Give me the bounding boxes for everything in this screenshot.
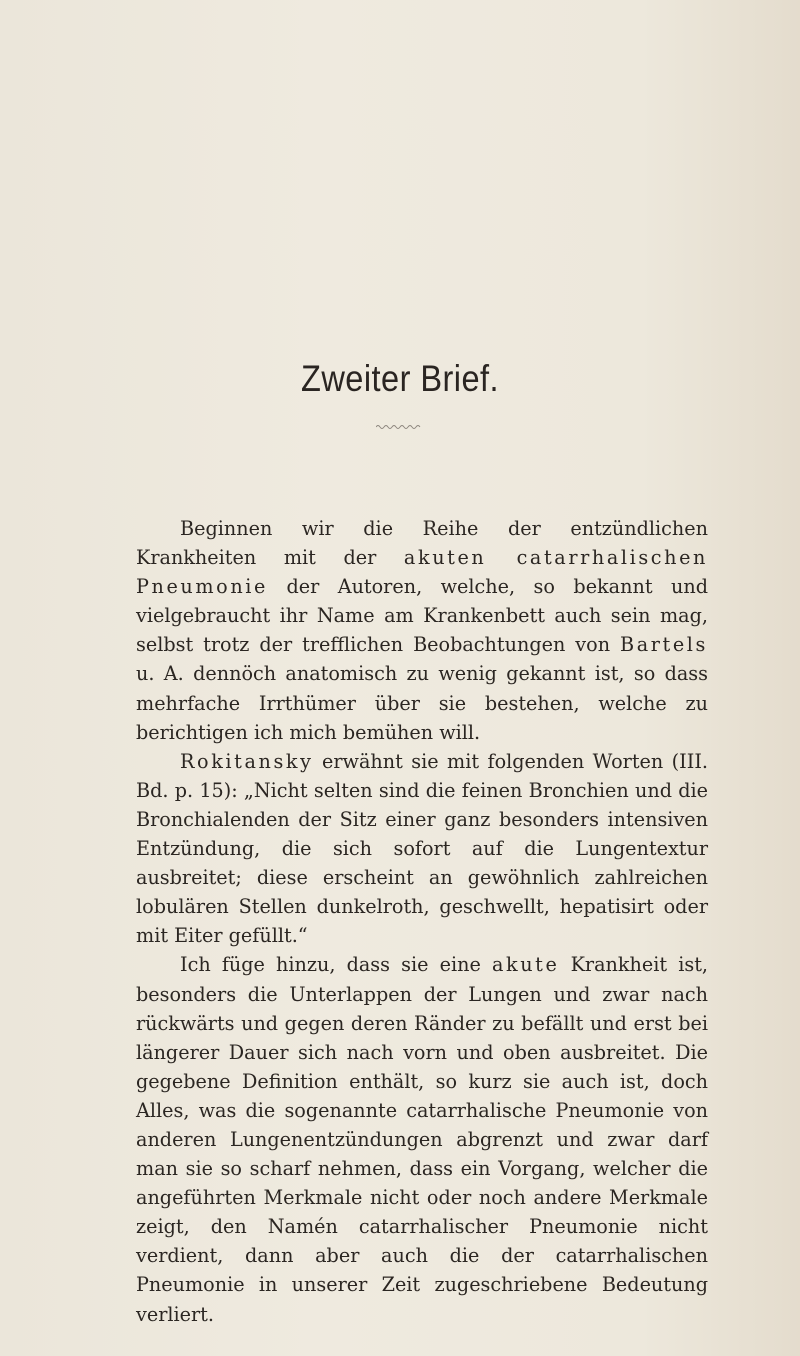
text-run: Ich füge hinzu, dass sie eine bbox=[180, 953, 492, 977]
separator-ornament bbox=[376, 424, 422, 430]
chapter-title: Zweiter Brief. bbox=[301, 358, 499, 399]
text-run: Beginnen wir die Reihe der entzündlichen Krankheiten mit der bbox=[136, 517, 708, 570]
body-text bbox=[136, 514, 708, 1329]
spaced-emphasis: Rokitansky bbox=[180, 749, 314, 773]
spaced-emphasis: akuten catarrhalischen Pneumonie bbox=[136, 546, 709, 599]
paragraph bbox=[136, 514, 708, 747]
text-run: Krankheit ist, besonders die Unterlappen der Lungen und zwar nach rückwärts und gegen deren Ränder zu befällt und erst bei längerer Dauer sich nach vorn und oben ausbreitet. Die gegebene Definition enthält, so kurz sie auch ist, doch Alles, was die sogenannte catarrhalische Pneumonie von anderen Lungenentzündungen abgrenzt und zwar darf man sie so scharf nehmen, dass ein Vorgang, welcher die angeführten Merkmale nicht oder noch andere Merkmale zeigt, den Namén catarrhalischer Pneumonie nicht verdient, dann aber auch die der catarrhalischen Pneumonie in unserer Zeit zugeschriebene Bedeutung verliert. bbox=[136, 953, 708, 1326]
spaced-emphasis: akute bbox=[491, 953, 560, 977]
spaced-emphasis: Bartels bbox=[620, 633, 708, 657]
paragraph bbox=[136, 950, 708, 1328]
text-run: u. A. dennöch anatomisch zu wenig gekannt ist, so dass mehrfache Irrthümer über sie bestehen, welche zu berichtigen ich mich bemühen will. bbox=[136, 662, 708, 744]
paragraph bbox=[136, 747, 708, 951]
text-run: der Autoren, welche, so bekannt und vielgebraucht ihr Name am Krankenbett auch sein mag, selbst trotz der trefflichen Beobachtungen von bbox=[136, 575, 708, 657]
text-run: erwähnt sie mit folgenden Worten (III. Bd. p. 15): „Nicht selten sind die feinen Bronchien und die Bronchialenden der Sitz einer ganz besonders intensiven Entzündung, die sich sofort auf die Lungentextur ausbreitet; diese erscheint an gewöhnlich zahlreichen lobulären Stellen dunkelroth, geschwellt, hepatisirt oder mit Eiter gefüllt.“ bbox=[136, 749, 708, 948]
